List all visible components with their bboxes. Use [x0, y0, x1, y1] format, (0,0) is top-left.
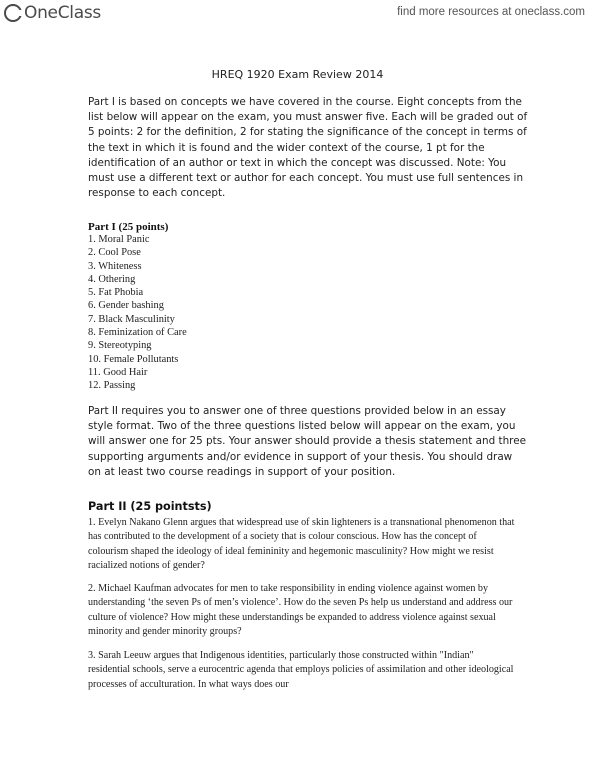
list-item: 4. Othering [88, 273, 136, 285]
list-item: 8. Feminization of Care [88, 327, 187, 339]
list-item: 10. Female Pollutants [88, 353, 179, 365]
list-item: 1. Moral Panic [88, 234, 150, 245]
essay-question-3: 3. Sarah Leeuw argues that Indigenous identities, particularly those constructed within "Indian" residential schools, serve a eurocentric agenda that employs policies of assimilation and other ideological processes of acculturation. In what ways does our [88, 650, 514, 690]
part1-instructions: Part I is based on concepts we have covered in the course. Eight concepts from the list below will appear on the exam, you must answer five. Each will be graded out of 5 points: 2 for the definition, 2 for stating the significance of the concept in terms of the text in which it is found and the wider context of the course, 1 pt for the identification of an author or text in which the concept was discussed. Note: You must use a different text or author for each concept. You must use full sentences in response to each concept. [88, 96, 528, 200]
document-title: HREQ 1920 Exam Review 2014 [211, 68, 384, 81]
oneclass-logo[interactable] [4, 3, 101, 23]
list-item: 12. Passing [88, 380, 136, 392]
concept-list [88, 233, 187, 393]
essay-question-2: 2. Michael Kaufman advocates for men to take responsibility in ending violence against women by understanding ‘the seven Ps of men’s violence’. How do the seven Ps help us understand and address our culture of violence? How might these understandings be expanded to address violence against sexual minority and gender minority groups? [88, 583, 513, 637]
list-item: 9. Stereotyping [88, 340, 152, 352]
top-bar [0, 0, 595, 24]
part1-heading: Part I (25 points) [88, 221, 169, 233]
list-item: 11. Good Hair [88, 366, 148, 378]
list-item: 2. Cool Pose [88, 247, 141, 259]
list-item: 5. Fat Phobia [88, 287, 144, 299]
logo-text: OneClass [24, 3, 101, 23]
list-item: 3. Whiteness [88, 260, 142, 272]
part2-instructions: Part II requires you to answer one of three questions provided below in an essay style format. Two of the three questions listed below will appear on the exam, you will answer one for 25 pts. Your answer should provide a thesis statement and three supporting arguments and/or evidence in support of your thesis. You should draw on at least two course readings in support of your position. [88, 405, 526, 478]
resources-link[interactable]: find more resources at oneclass.com [397, 6, 585, 18]
essay-question-1: 1. Evelyn Nakano Glenn argues that widespread use of skin lighteners is a transnational phenomenon that has contributed to the development of a society that is colour conscious. How has the concept of colourism shaped the ideology of ideal femininity and hegemonic masculinity? How might we resist racialized notions of gender? [88, 517, 515, 571]
part2-heading: Part II (25 pointsts) [88, 500, 212, 513]
logo-ring-icon [4, 4, 22, 22]
list-item: 7. Black Masculinity [88, 313, 175, 325]
list-item: 6. Gender bashing [88, 300, 164, 312]
